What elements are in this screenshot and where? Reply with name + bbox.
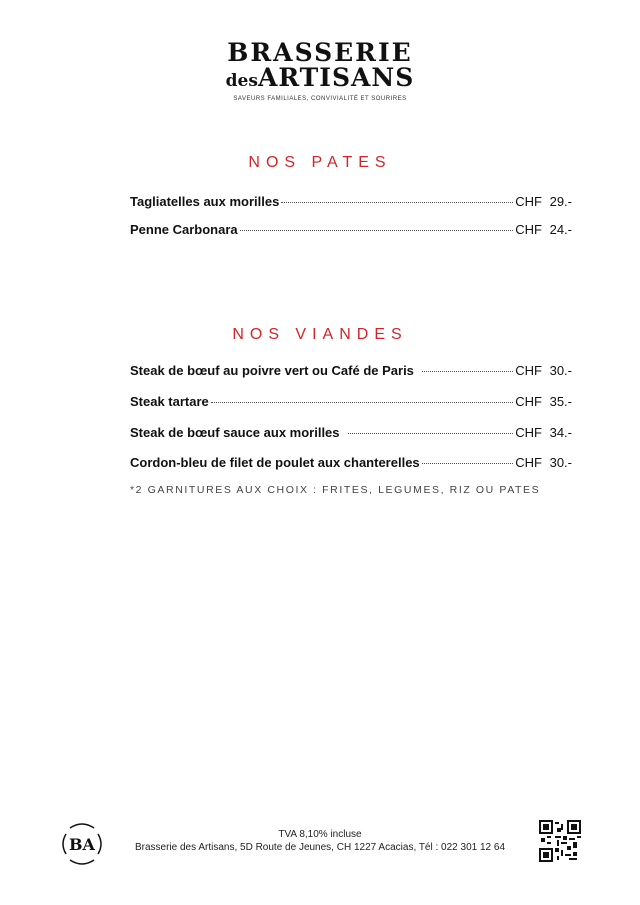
dot-leader: [422, 371, 513, 372]
menu-item: [130, 222, 572, 237]
logo-line2: [0, 63, 640, 93]
menu-item: [130, 194, 572, 209]
item-price: CHF 24.-: [515, 222, 572, 237]
item-name: Steak tartare: [130, 394, 209, 409]
section-title-pates: NOS PATES: [248, 154, 392, 171]
dot-leader: [422, 463, 514, 464]
dot-leader: [240, 230, 514, 231]
address: Brasserie des Artisans, 5D Route de Jeunes, CH 1227 Acacias, Tél : 022 301 12 64: [134, 842, 506, 853]
dot-leader: [348, 433, 514, 434]
item-price: CHF 35.-: [515, 394, 572, 409]
logo-artisans: ARTISANS: [257, 63, 415, 92]
item-price: CHF 29.-: [515, 194, 572, 209]
logo-des: des: [225, 71, 258, 91]
dot-leader: [211, 402, 513, 403]
section-title-viandes: NOS VIANDES: [232, 326, 408, 343]
menu-item: [130, 394, 572, 409]
logo-line1: BRASSERIE: [227, 38, 413, 67]
item-price: CHF 34.-: [515, 425, 572, 440]
item-name: Steak de bœuf au poivre vert ou Café de Paris: [130, 363, 414, 378]
menu-item: [130, 455, 572, 470]
garnish-note: *2 GARNITURES AUX CHOIX : FRITES, LEGUMES, RIZ OU PATES: [130, 484, 541, 496]
item-name: Penne Carbonara: [130, 222, 238, 237]
item-name: Cordon-bleu de filet de poulet aux chanterelles: [130, 455, 420, 470]
menu-item: [130, 425, 572, 440]
dot-leader: [281, 202, 513, 203]
tagline: SAVEURS FAMILIALES, CONVIVIALITÉ ET SOURIRES: [233, 96, 407, 102]
qr-code-icon: [539, 820, 581, 862]
menu-item: [130, 363, 572, 378]
item-name: Tagliatelles aux morilles: [130, 194, 280, 209]
item-price: CHF 30.-: [515, 455, 572, 470]
emblem-text: BA: [69, 835, 95, 854]
tax-note: TVA 8,10% incluse: [278, 829, 362, 840]
item-name: Steak de bœuf sauce aux morilles: [130, 425, 340, 440]
item-price: CHF 30.-: [515, 363, 572, 378]
brand-logo: [0, 40, 640, 93]
